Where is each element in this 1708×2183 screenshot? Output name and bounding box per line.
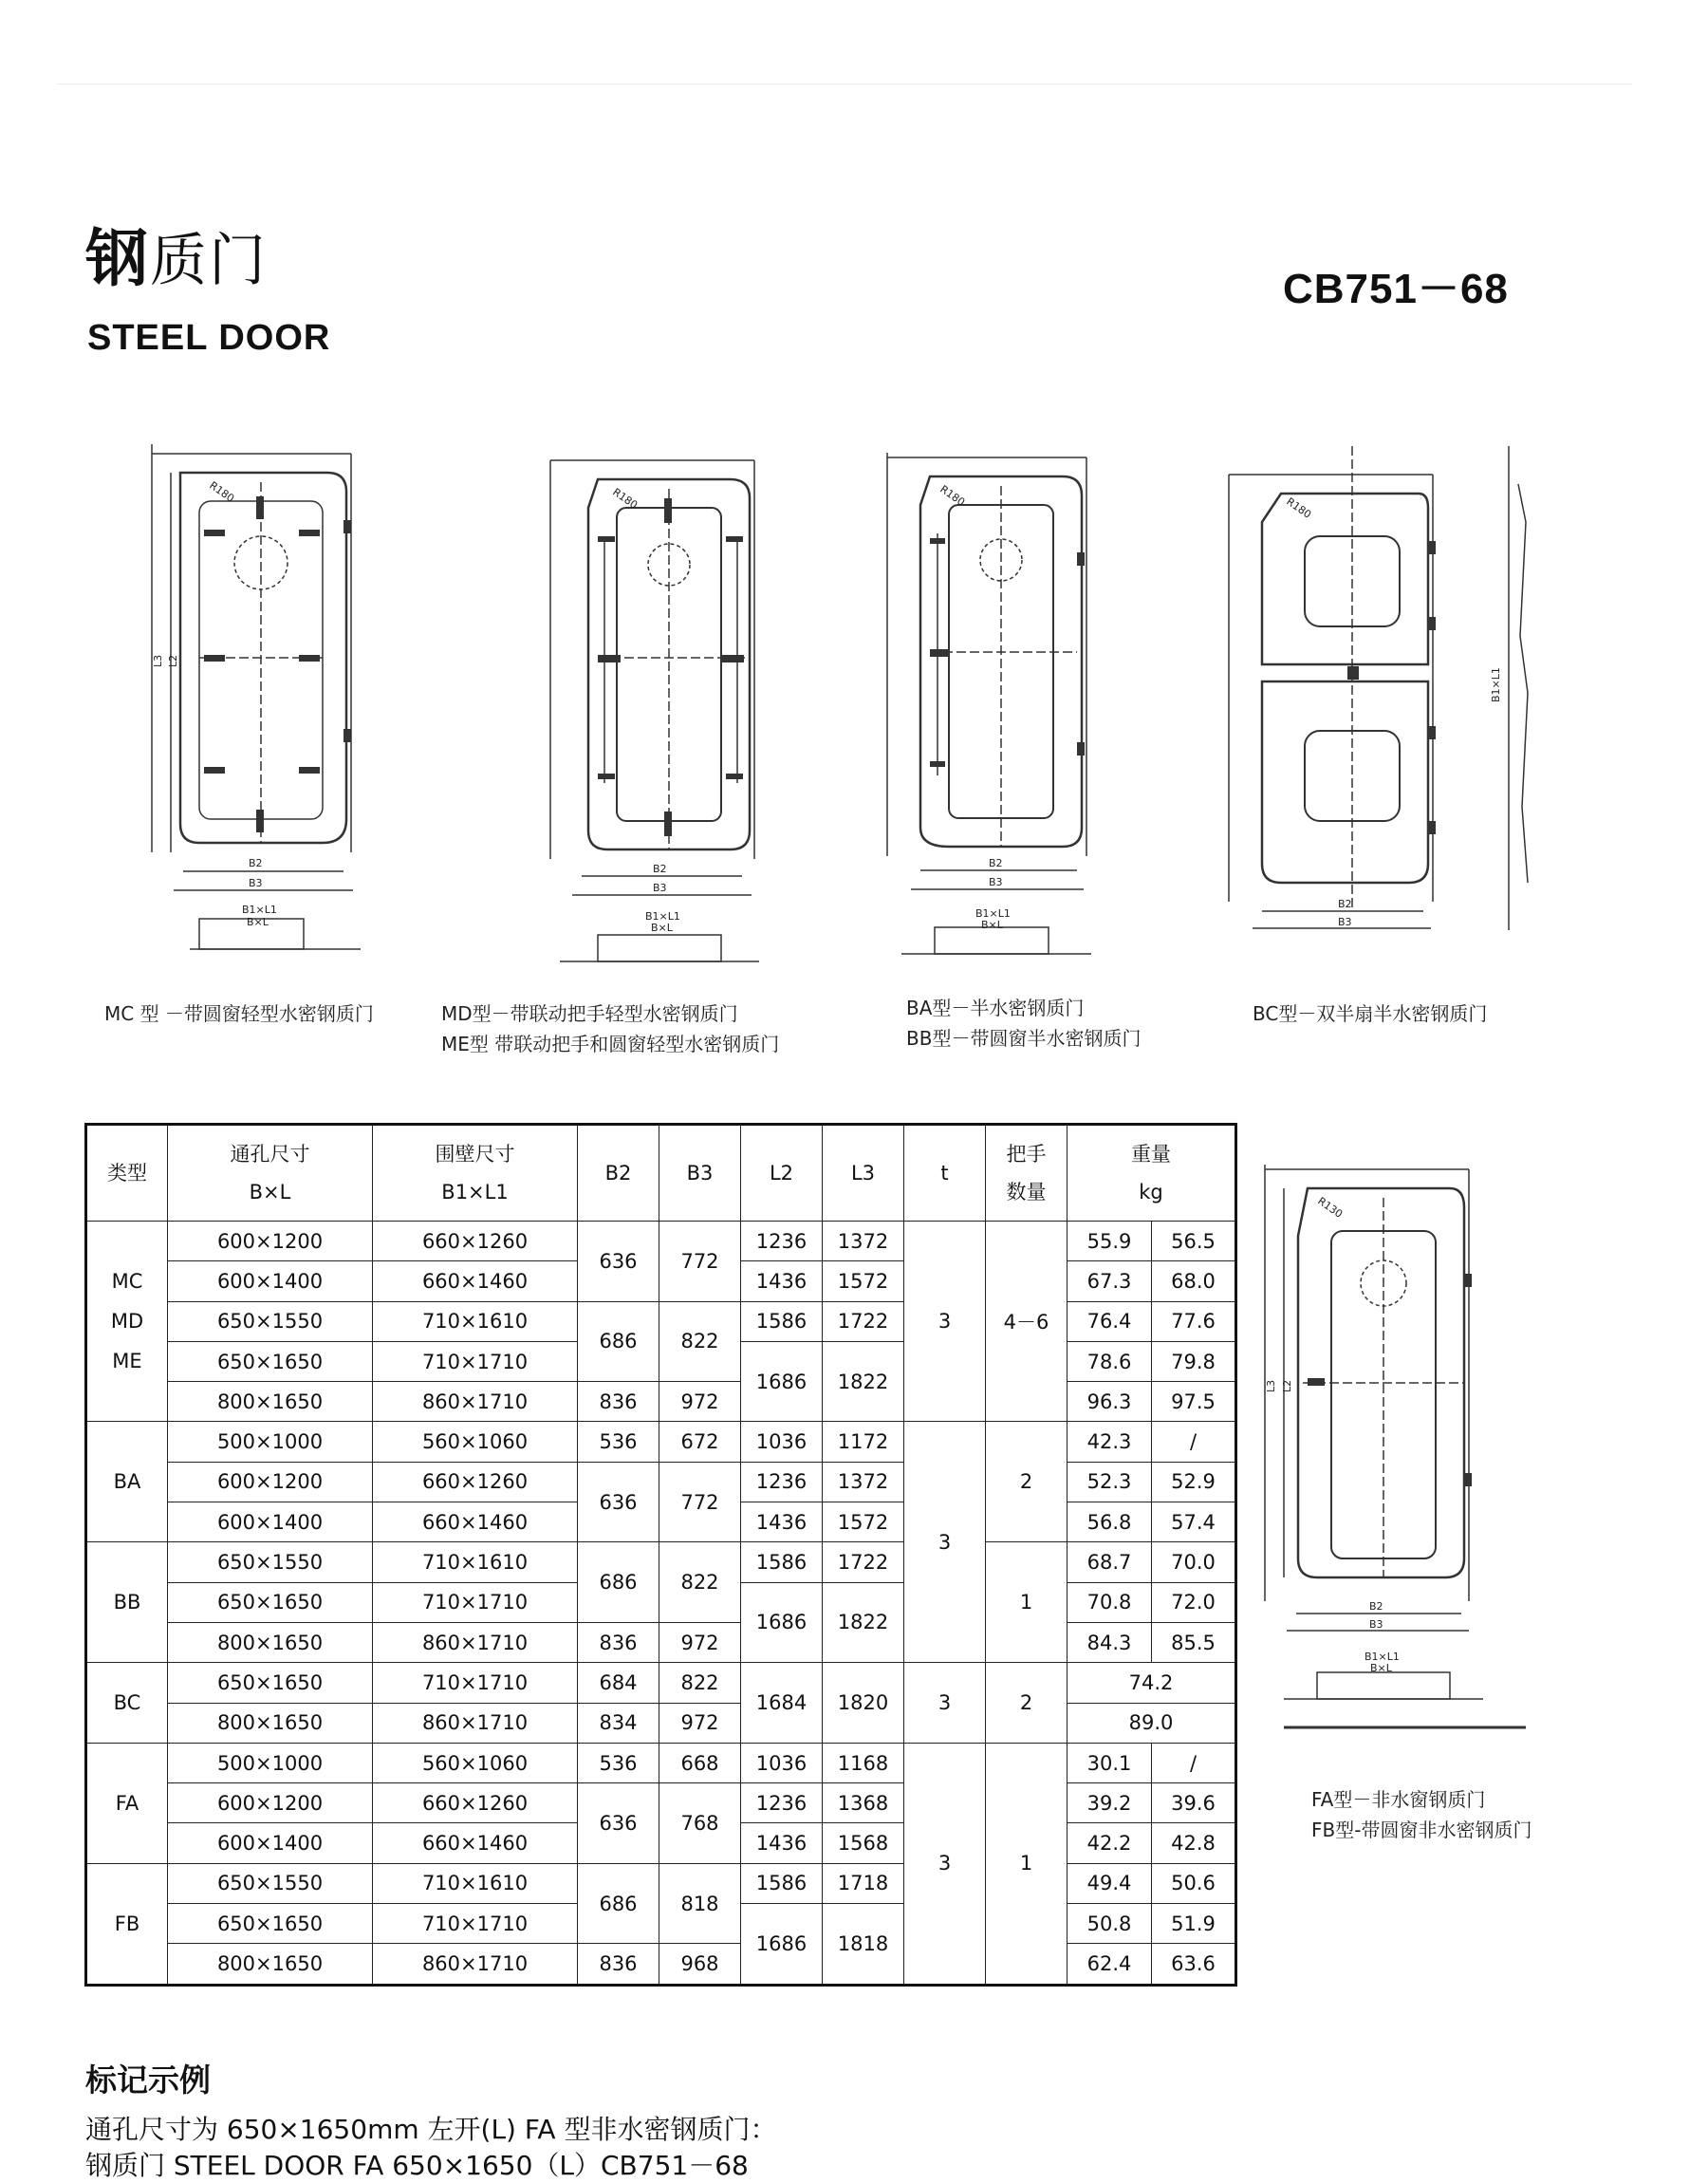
cell-b3: 818 [659, 1863, 741, 1944]
cell-b2: 686 [578, 1863, 659, 1944]
cell-weight-1: 76.4 [1068, 1301, 1152, 1341]
cell-l3: 1822 [823, 1582, 904, 1663]
svg-text:B1×L1: B1×L1 [975, 907, 1011, 920]
cell-weight-2: / [1152, 1743, 1236, 1782]
cell-b2: 684 [578, 1663, 659, 1703]
figure-ba-bb-door [882, 448, 1101, 980]
cell-l2: 1436 [741, 1502, 823, 1542]
cell-b1l1: 860×1710 [373, 1622, 578, 1662]
cell-weight-2: 77.6 [1152, 1301, 1236, 1341]
marking-heading: 标记示例 [85, 2062, 211, 2099]
svg-text:R180: R180 [1284, 494, 1314, 521]
cell-l3: 1572 [823, 1502, 904, 1542]
cell-b1l1: 860×1710 [373, 1703, 578, 1743]
cell-b1l1: 860×1710 [373, 1944, 578, 1985]
cell-b3: 972 [659, 1703, 741, 1743]
cell-l3: 1822 [823, 1341, 904, 1422]
cell-l2: 1686 [741, 1904, 823, 1986]
cell-weight-1: 84.3 [1068, 1622, 1152, 1662]
cell-handle: 1 [986, 1743, 1068, 1985]
cell-l2: 1586 [741, 1301, 823, 1341]
cell-weight-1: 67.3 [1068, 1261, 1152, 1301]
cell-bl: 650×1650 [168, 1341, 373, 1381]
table-row [86, 1422, 1236, 1462]
svg-text:B1×L1: B1×L1 [242, 904, 277, 916]
cell-b1l1: 660×1260 [373, 1783, 578, 1823]
cell-handle: 2 [986, 1663, 1068, 1744]
cell-b3: 668 [659, 1743, 741, 1782]
caption-md-me: MD型－带联动把手轻型水密钢质门 ME型 带联动把手和圆窗轻型水密钢质门 [441, 1002, 780, 1055]
cell-handle: 4－6 [986, 1222, 1068, 1422]
cell-b3: 822 [659, 1542, 741, 1623]
cell-weight-1: 70.8 [1068, 1582, 1152, 1622]
svg-text:L3: L3 [152, 654, 164, 667]
cell-weight-1: 56.8 [1068, 1502, 1152, 1542]
cell-b1l1: 660×1460 [373, 1502, 578, 1542]
header-weight: 重量 kg [1068, 1125, 1236, 1222]
cell-bl: 600×1200 [168, 1222, 373, 1261]
cell-weight-2: 51.9 [1152, 1904, 1236, 1944]
cell-b3: 672 [659, 1422, 741, 1462]
table-row [86, 1663, 1236, 1703]
cell-bl: 800×1650 [168, 1703, 373, 1743]
cell-weight-2: 57.4 [1152, 1502, 1236, 1542]
cell-l3: 1568 [823, 1823, 904, 1863]
cell-handle: 2 [986, 1422, 1068, 1542]
page-title-en: STEEL DOOR [87, 318, 331, 358]
cell-l2: 1436 [741, 1823, 823, 1863]
cell-b2: 836 [578, 1622, 659, 1662]
cell-weight-2: 50.6 [1152, 1863, 1236, 1903]
cell-b2: 836 [578, 1944, 659, 1985]
header-wall: 围壁尺寸 B1×L1 [373, 1125, 578, 1222]
table-row [86, 1222, 1236, 1261]
cell-handle: 1 [986, 1542, 1068, 1663]
svg-text:B2: B2 [989, 857, 1003, 869]
cell-weight-2: / [1152, 1422, 1236, 1462]
cell-b1l1: 660×1460 [373, 1261, 578, 1301]
cell-l3: 1372 [823, 1462, 904, 1502]
cell-bl: 650×1650 [168, 1582, 373, 1622]
cell-weight-1: 42.3 [1068, 1422, 1152, 1462]
cell-b2: 686 [578, 1542, 659, 1623]
cell-b1l1: 710×1610 [373, 1542, 578, 1582]
cell-l2: 1236 [741, 1783, 823, 1823]
cell-bl: 800×1650 [168, 1944, 373, 1985]
header-l2: L2 [741, 1125, 823, 1222]
svg-text:B×L: B×L [981, 919, 1003, 931]
cell-weight: 74.2 [1068, 1663, 1236, 1703]
cell-bl: 600×1400 [168, 1823, 373, 1863]
cell-b1l1: 710×1610 [373, 1301, 578, 1341]
svg-text:B2: B2 [1338, 898, 1352, 910]
cell-weight-1: 96.3 [1068, 1382, 1152, 1422]
cell-b1l1: 710×1710 [373, 1341, 578, 1381]
cell-weight: 89.0 [1068, 1703, 1236, 1743]
cell-b1l1: 560×1060 [373, 1422, 578, 1462]
cell-bl: 650×1550 [168, 1301, 373, 1341]
cell-weight-1: 42.2 [1068, 1823, 1152, 1863]
caption-mc: MC 型 －带圆窗轻型水密钢质门 [104, 1002, 374, 1025]
cell-bl: 600×1200 [168, 1783, 373, 1823]
cell-b3: 772 [659, 1462, 741, 1542]
cell-t: 3 [904, 1663, 986, 1744]
caption-fa-fb: FA型－非水窗钢质门 FB型-带圆窗非水密钢质门 [1311, 1788, 1532, 1841]
cell-t: 3 [904, 1743, 986, 1985]
svg-text:B2: B2 [249, 857, 263, 869]
cell-b1l1: 710×1710 [373, 1663, 578, 1703]
cell-b1l1: 710×1610 [373, 1863, 578, 1903]
cell-l3: 1722 [823, 1542, 904, 1582]
cell-b3: 972 [659, 1622, 741, 1662]
cell-bl: 650×1550 [168, 1863, 373, 1903]
cell-bl: 650×1650 [168, 1904, 373, 1944]
cell-b2: 636 [578, 1783, 659, 1864]
cell-weight-2: 85.5 [1152, 1622, 1236, 1662]
cell-b1l1: 560×1060 [373, 1743, 578, 1782]
cell-weight-1: 30.1 [1068, 1743, 1152, 1782]
cell-b1l1: 660×1260 [373, 1462, 578, 1502]
figure-bc-door [1224, 446, 1575, 949]
cell-l2: 1686 [741, 1341, 823, 1422]
cell-weight-2: 68.0 [1152, 1261, 1236, 1301]
cell-l2: 1686 [741, 1582, 823, 1663]
cell-weight-2: 52.9 [1152, 1462, 1236, 1502]
cell-b3: 972 [659, 1382, 741, 1422]
cell-l3: 1168 [823, 1743, 904, 1782]
cell-weight-1: 50.8 [1068, 1904, 1152, 1944]
svg-text:B3: B3 [1338, 916, 1352, 928]
cell-l3: 1722 [823, 1301, 904, 1341]
cell-weight-2: 72.0 [1152, 1582, 1236, 1622]
cell-weight-2: 39.6 [1152, 1783, 1236, 1823]
svg-text:B×L: B×L [651, 922, 673, 934]
cell-l2: 1436 [741, 1261, 823, 1301]
cell-t: 3 [904, 1222, 986, 1422]
cell-l3: 1820 [823, 1663, 904, 1744]
header-handle: 把手 数量 [986, 1125, 1068, 1222]
svg-text:B2: B2 [1369, 1600, 1383, 1613]
spec-table [84, 1123, 1237, 1987]
cell-b2: 686 [578, 1301, 659, 1382]
header-hole: 通孔尺寸 B×L [168, 1125, 373, 1222]
cell-l3: 1818 [823, 1904, 904, 1986]
figure-md-me-door [541, 451, 769, 982]
cell-b1l1: 660×1460 [373, 1823, 578, 1863]
cell-bl: 800×1650 [168, 1382, 373, 1422]
cell-weight-2: 79.8 [1152, 1341, 1236, 1381]
cell-bl: 500×1000 [168, 1422, 373, 1462]
cell-l2: 1236 [741, 1462, 823, 1502]
header-l3: L3 [823, 1125, 904, 1222]
cell-weight-2: 63.6 [1152, 1944, 1236, 1985]
header-b2: B2 [578, 1125, 659, 1222]
cell-weight-2: 56.5 [1152, 1222, 1236, 1261]
cell-b3: 822 [659, 1663, 741, 1703]
cell-b3: 968 [659, 1944, 741, 1985]
cell-bl: 600×1200 [168, 1462, 373, 1502]
svg-text:B3: B3 [1369, 1618, 1383, 1631]
svg-text:B×L: B×L [1370, 1662, 1392, 1674]
svg-text:R180: R180 [207, 478, 237, 505]
cell-l3: 1718 [823, 1863, 904, 1903]
cell-b3: 772 [659, 1222, 741, 1302]
caption-bc: BC型－双半扇半水密钢质门 [1253, 1002, 1488, 1025]
cell-l3: 1372 [823, 1222, 904, 1261]
group-bb: BB [86, 1542, 168, 1663]
table-header-row [86, 1125, 1236, 1222]
cell-bl: 650×1650 [168, 1663, 373, 1703]
svg-text:B1×L1: B1×L1 [645, 910, 680, 923]
cell-b2: 836 [578, 1382, 659, 1422]
cell-l3: 1172 [823, 1422, 904, 1462]
svg-text:L2: L2 [1281, 1379, 1293, 1392]
cell-l2: 1036 [741, 1743, 823, 1782]
svg-text:B3: B3 [653, 882, 667, 894]
cell-b2: 636 [578, 1462, 659, 1542]
svg-text:B1×L1: B1×L1 [1365, 1651, 1400, 1663]
group-fb: FB [86, 1863, 168, 1985]
group-ba: BA [86, 1422, 168, 1542]
svg-text:R130: R130 [1315, 1194, 1346, 1221]
header-t: t [904, 1125, 986, 1222]
cell-l3: 1572 [823, 1261, 904, 1301]
cell-b1l1: 710×1710 [373, 1582, 578, 1622]
cell-b2: 536 [578, 1422, 659, 1462]
cell-b3: 768 [659, 1783, 741, 1864]
cell-weight-2: 42.8 [1152, 1823, 1236, 1863]
caption-ba-bb: BA型－半水密钢质门 BB型－带圆窗半水密钢质门 [906, 997, 1142, 1050]
cell-weight-1: 39.2 [1068, 1783, 1152, 1823]
cell-weight-1: 62.4 [1068, 1944, 1152, 1985]
cell-b1l1: 860×1710 [373, 1382, 578, 1422]
marking-line-1: 通孔尺寸为 650×1650mm 左开(L) FA 型非水密钢质门： [85, 2114, 777, 2145]
group-fa: FA [86, 1743, 168, 1863]
svg-text:B1×L1: B1×L1 [1490, 667, 1502, 702]
cell-b2: 834 [578, 1703, 659, 1743]
cell-bl: 600×1400 [168, 1261, 373, 1301]
cell-l3: 1368 [823, 1783, 904, 1823]
cell-l2: 1586 [741, 1542, 823, 1582]
cell-weight-1: 52.3 [1068, 1462, 1152, 1502]
svg-text:B3: B3 [249, 877, 263, 889]
cell-l2: 1236 [741, 1222, 823, 1261]
cell-weight-2: 70.0 [1152, 1542, 1236, 1582]
cell-weight-1: 68.7 [1068, 1542, 1152, 1582]
figure-fa-fb-door [1251, 1160, 1535, 1729]
cell-bl: 650×1550 [168, 1542, 373, 1582]
standard-code: CB751－68 [1283, 266, 1509, 312]
cell-weight-1: 78.6 [1068, 1341, 1152, 1381]
table-row [86, 1542, 1236, 1582]
cell-t: 3 [904, 1422, 986, 1663]
header-type: 类型 [86, 1125, 168, 1222]
svg-text:B3: B3 [989, 876, 1003, 888]
cell-bl: 600×1400 [168, 1502, 373, 1542]
svg-text:R180: R180 [938, 482, 968, 509]
header-b3: B3 [659, 1125, 741, 1222]
svg-text:R180: R180 [610, 485, 640, 512]
cell-b2: 636 [578, 1222, 659, 1302]
cell-bl: 800×1650 [168, 1622, 373, 1662]
cell-bl: 500×1000 [168, 1743, 373, 1782]
cell-b1l1: 710×1710 [373, 1904, 578, 1944]
cell-b2: 536 [578, 1743, 659, 1782]
cell-weight-1: 55.9 [1068, 1222, 1152, 1261]
cell-weight-2: 97.5 [1152, 1382, 1236, 1422]
svg-text:L3: L3 [1265, 1379, 1277, 1392]
svg-text:B2: B2 [653, 863, 667, 875]
cell-b3: 822 [659, 1301, 741, 1382]
group-mc-md-me: MC MD ME [86, 1222, 168, 1422]
group-bc: BC [86, 1663, 168, 1744]
cell-l2: 1684 [741, 1663, 823, 1744]
marking-line-2: 钢质门 STEEL DOOR FA 650×1650（L）CB751－68 [85, 2150, 749, 2181]
page-title-cn: 钢质门 [85, 223, 268, 293]
table-row [86, 1743, 1236, 1782]
svg-text:L2: L2 [167, 654, 179, 667]
cell-l2: 1036 [741, 1422, 823, 1462]
svg-text:B×L: B×L [247, 916, 269, 928]
figure-mc-door [142, 444, 380, 976]
cell-weight-1: 49.4 [1068, 1863, 1152, 1903]
cell-b1l1: 660×1260 [373, 1222, 578, 1261]
cell-l2: 1586 [741, 1863, 823, 1903]
